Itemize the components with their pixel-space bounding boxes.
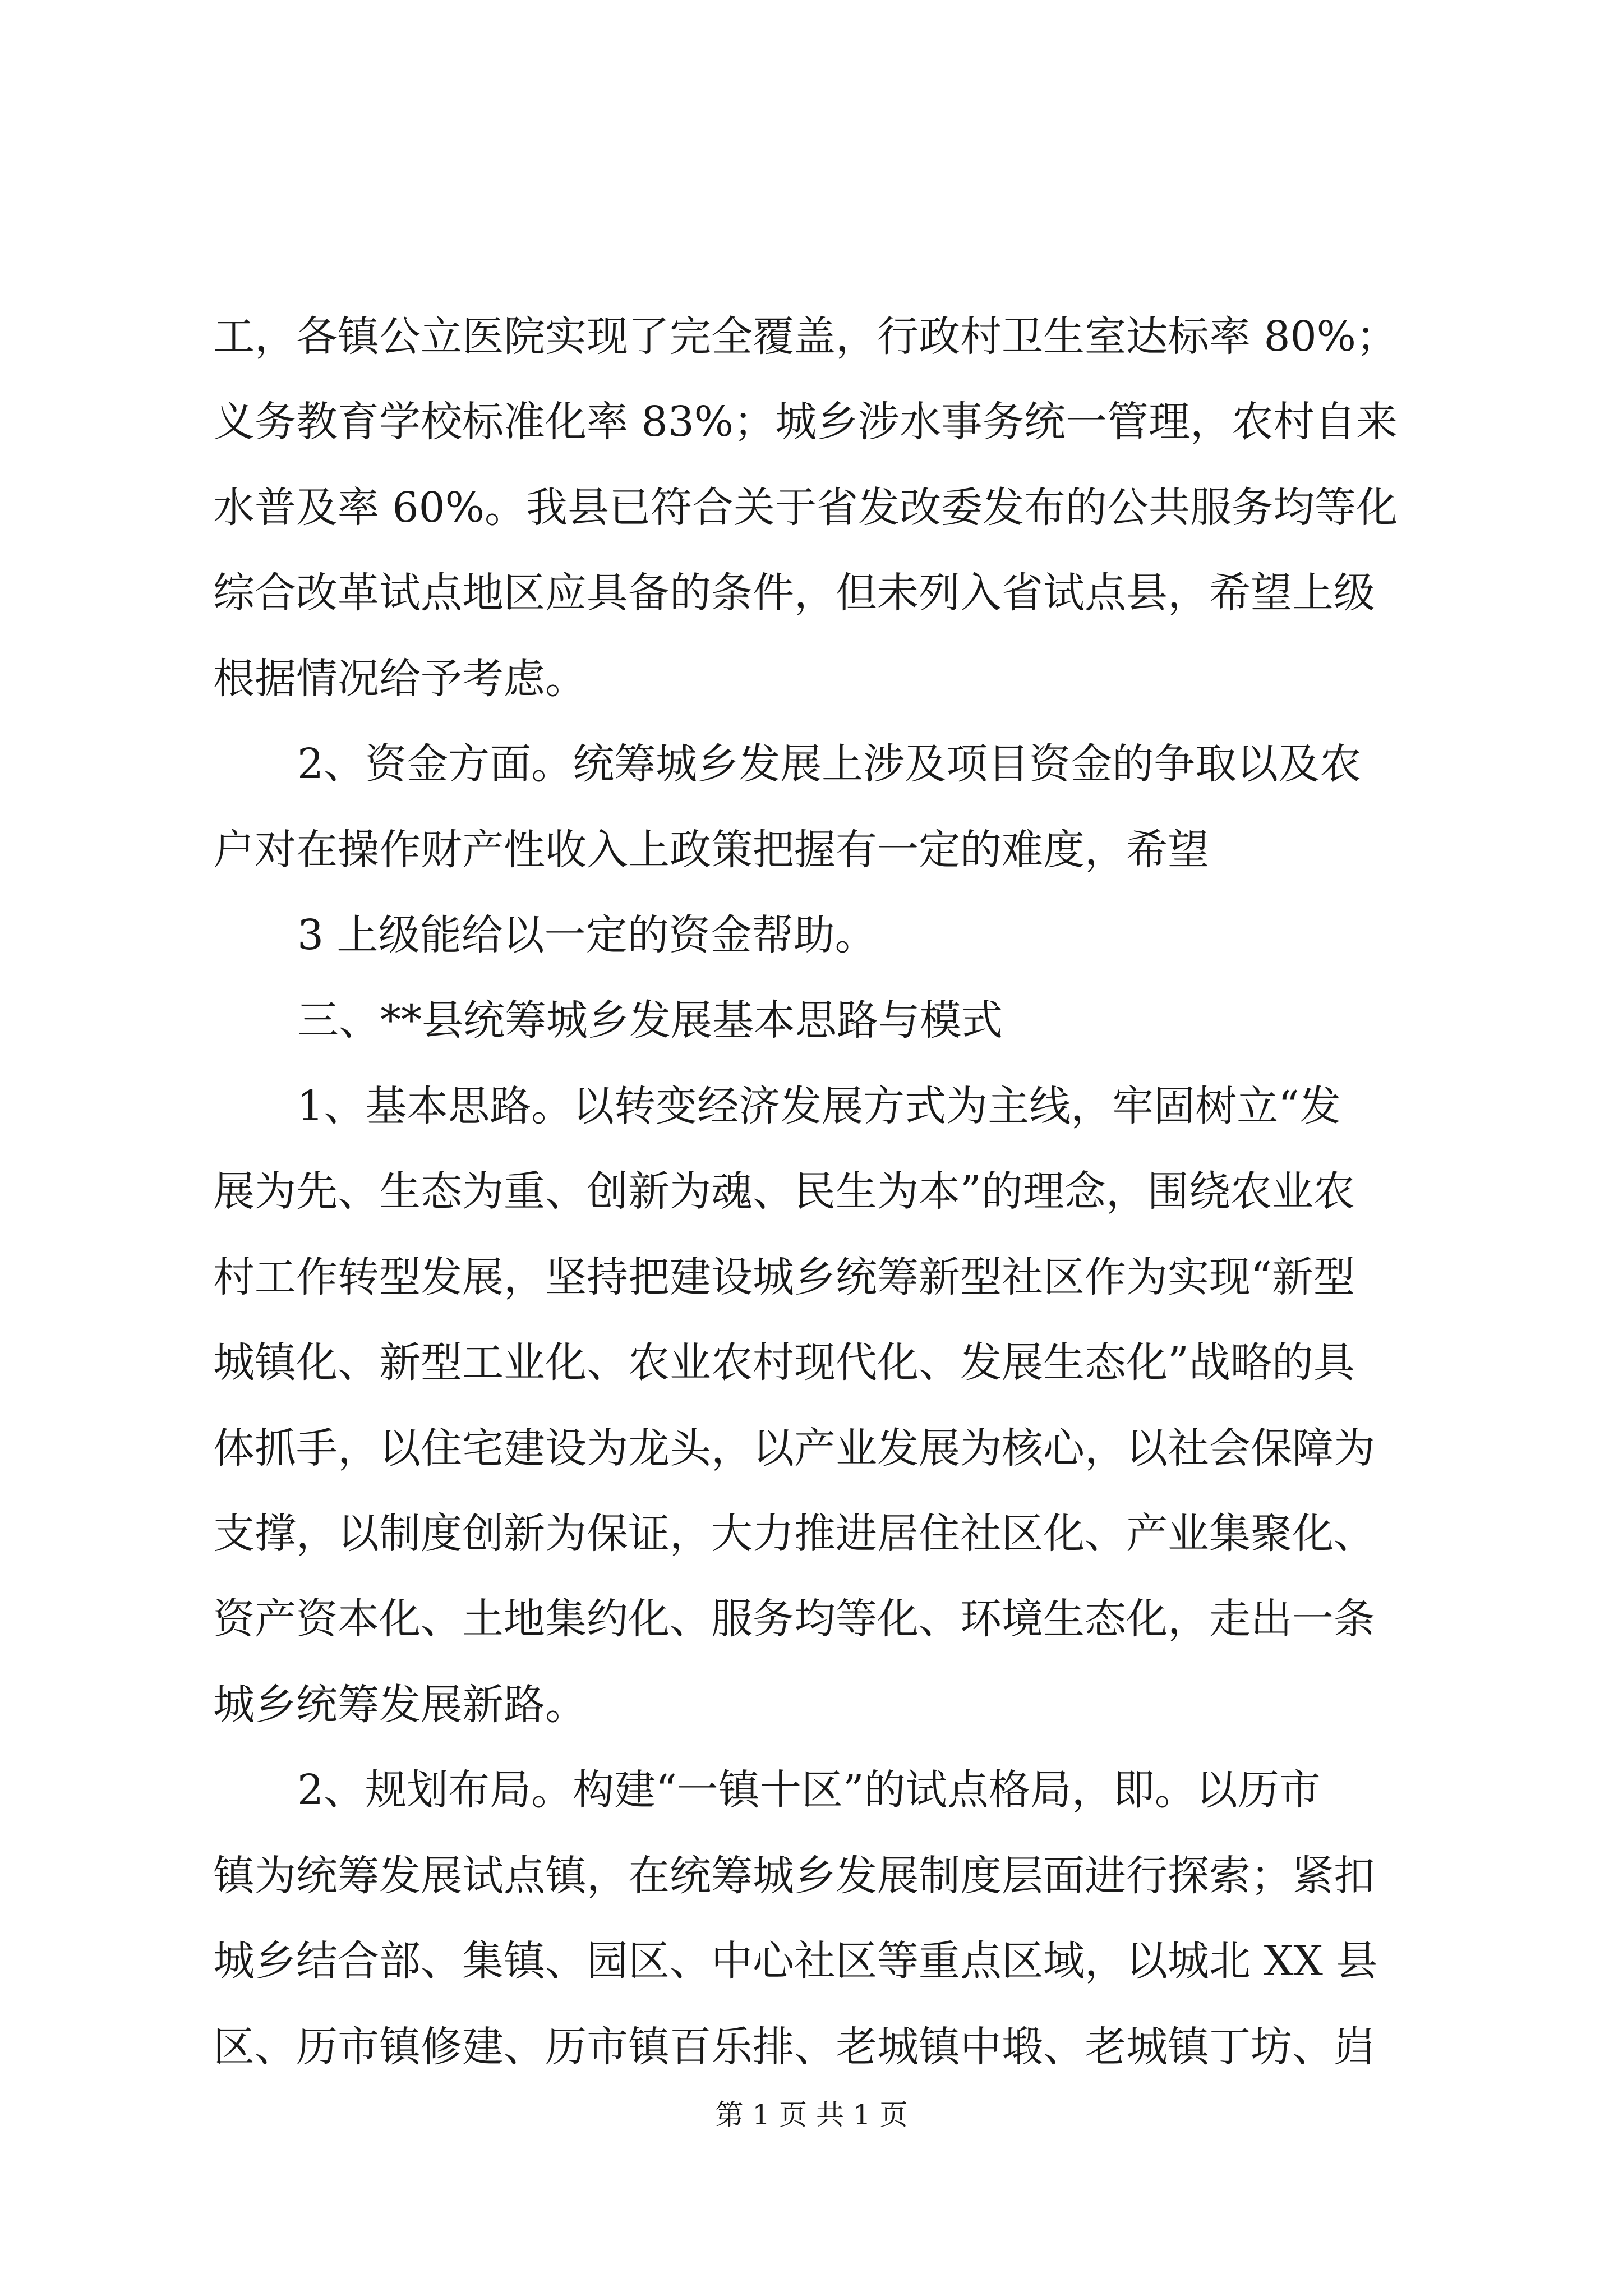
page-footer: 第 1 页 共 1 页 <box>715 2099 908 2131</box>
text-line: 根据情况给予考虑。 <box>213 655 587 703</box>
text-line: 展为先、生态为重、创新为魂、民生为本”的理念，围绕农业农 <box>213 1167 1355 1216</box>
text-line: 区、历市镇修建、历市镇百乐排、老城镇中塅、老城镇丁坊、岿 <box>213 2023 1375 2071</box>
text-line: 城乡统筹发展新路。 <box>213 1681 587 1729</box>
text-line: 工，各镇公立医院实现了完全覆盖，行政村卫生室达标率 80%； <box>213 312 1398 361</box>
text-line: 3 上级能给以一定的资金帮助。 <box>297 911 877 959</box>
text-line: 城乡结合部、集镇、园区、中心社区等重点区域，以城北 XX 县 <box>213 1937 1378 1985</box>
text-line: 义务教育学校标准化率 83%；城乡涉水事务统一管理，农村自来 <box>213 398 1398 446</box>
text-line: 体抓手，以住宅建设为龙头，以产业发展为核心，以社会保障为 <box>213 1424 1375 1473</box>
text-line: 村工作转型发展，坚持把建设城乡统筹新型社区作为实现“新型 <box>213 1253 1355 1301</box>
text-line: 1、基本思路。以转变经济发展方式为主线，牢固树立“发 <box>297 1082 1341 1130</box>
text-line: 支撑，以制度创新为保证，大力推进居住社区化、产业集聚化、 <box>213 1510 1375 1558</box>
section-heading: 三、**县统筹城乡发展基本思路与模式 <box>297 996 1003 1045</box>
text-line: 综合改革试点地区应具备的条件，但未列入省试点县，希望上级 <box>213 569 1375 617</box>
text-line: 镇为统筹发展试点镇，在统筹城乡发展制度层面进行探索；紧扣 <box>213 1852 1375 1900</box>
text-line: 城镇化、新型工业化、农业农村现代化、发展生态化”战略的具 <box>213 1338 1355 1387</box>
text-line: 2、规划布局。构建“一镇十区”的试点格局，即。以历市 <box>297 1766 1321 1814</box>
text-line: 资产资本化、土地集约化、服务均等化、环境生态化，走出一条 <box>213 1595 1375 1643</box>
text-line: 户对在操作财产性收入上政策把握有一定的难度，希望 <box>213 826 1209 874</box>
text-line: 2、资金方面。统筹城乡发展上涉及项目资金的争取以及农 <box>297 740 1362 788</box>
text-line: 水普及率 60%。我县已符合关于省发改委发布的公共服务均等化 <box>213 484 1398 532</box>
